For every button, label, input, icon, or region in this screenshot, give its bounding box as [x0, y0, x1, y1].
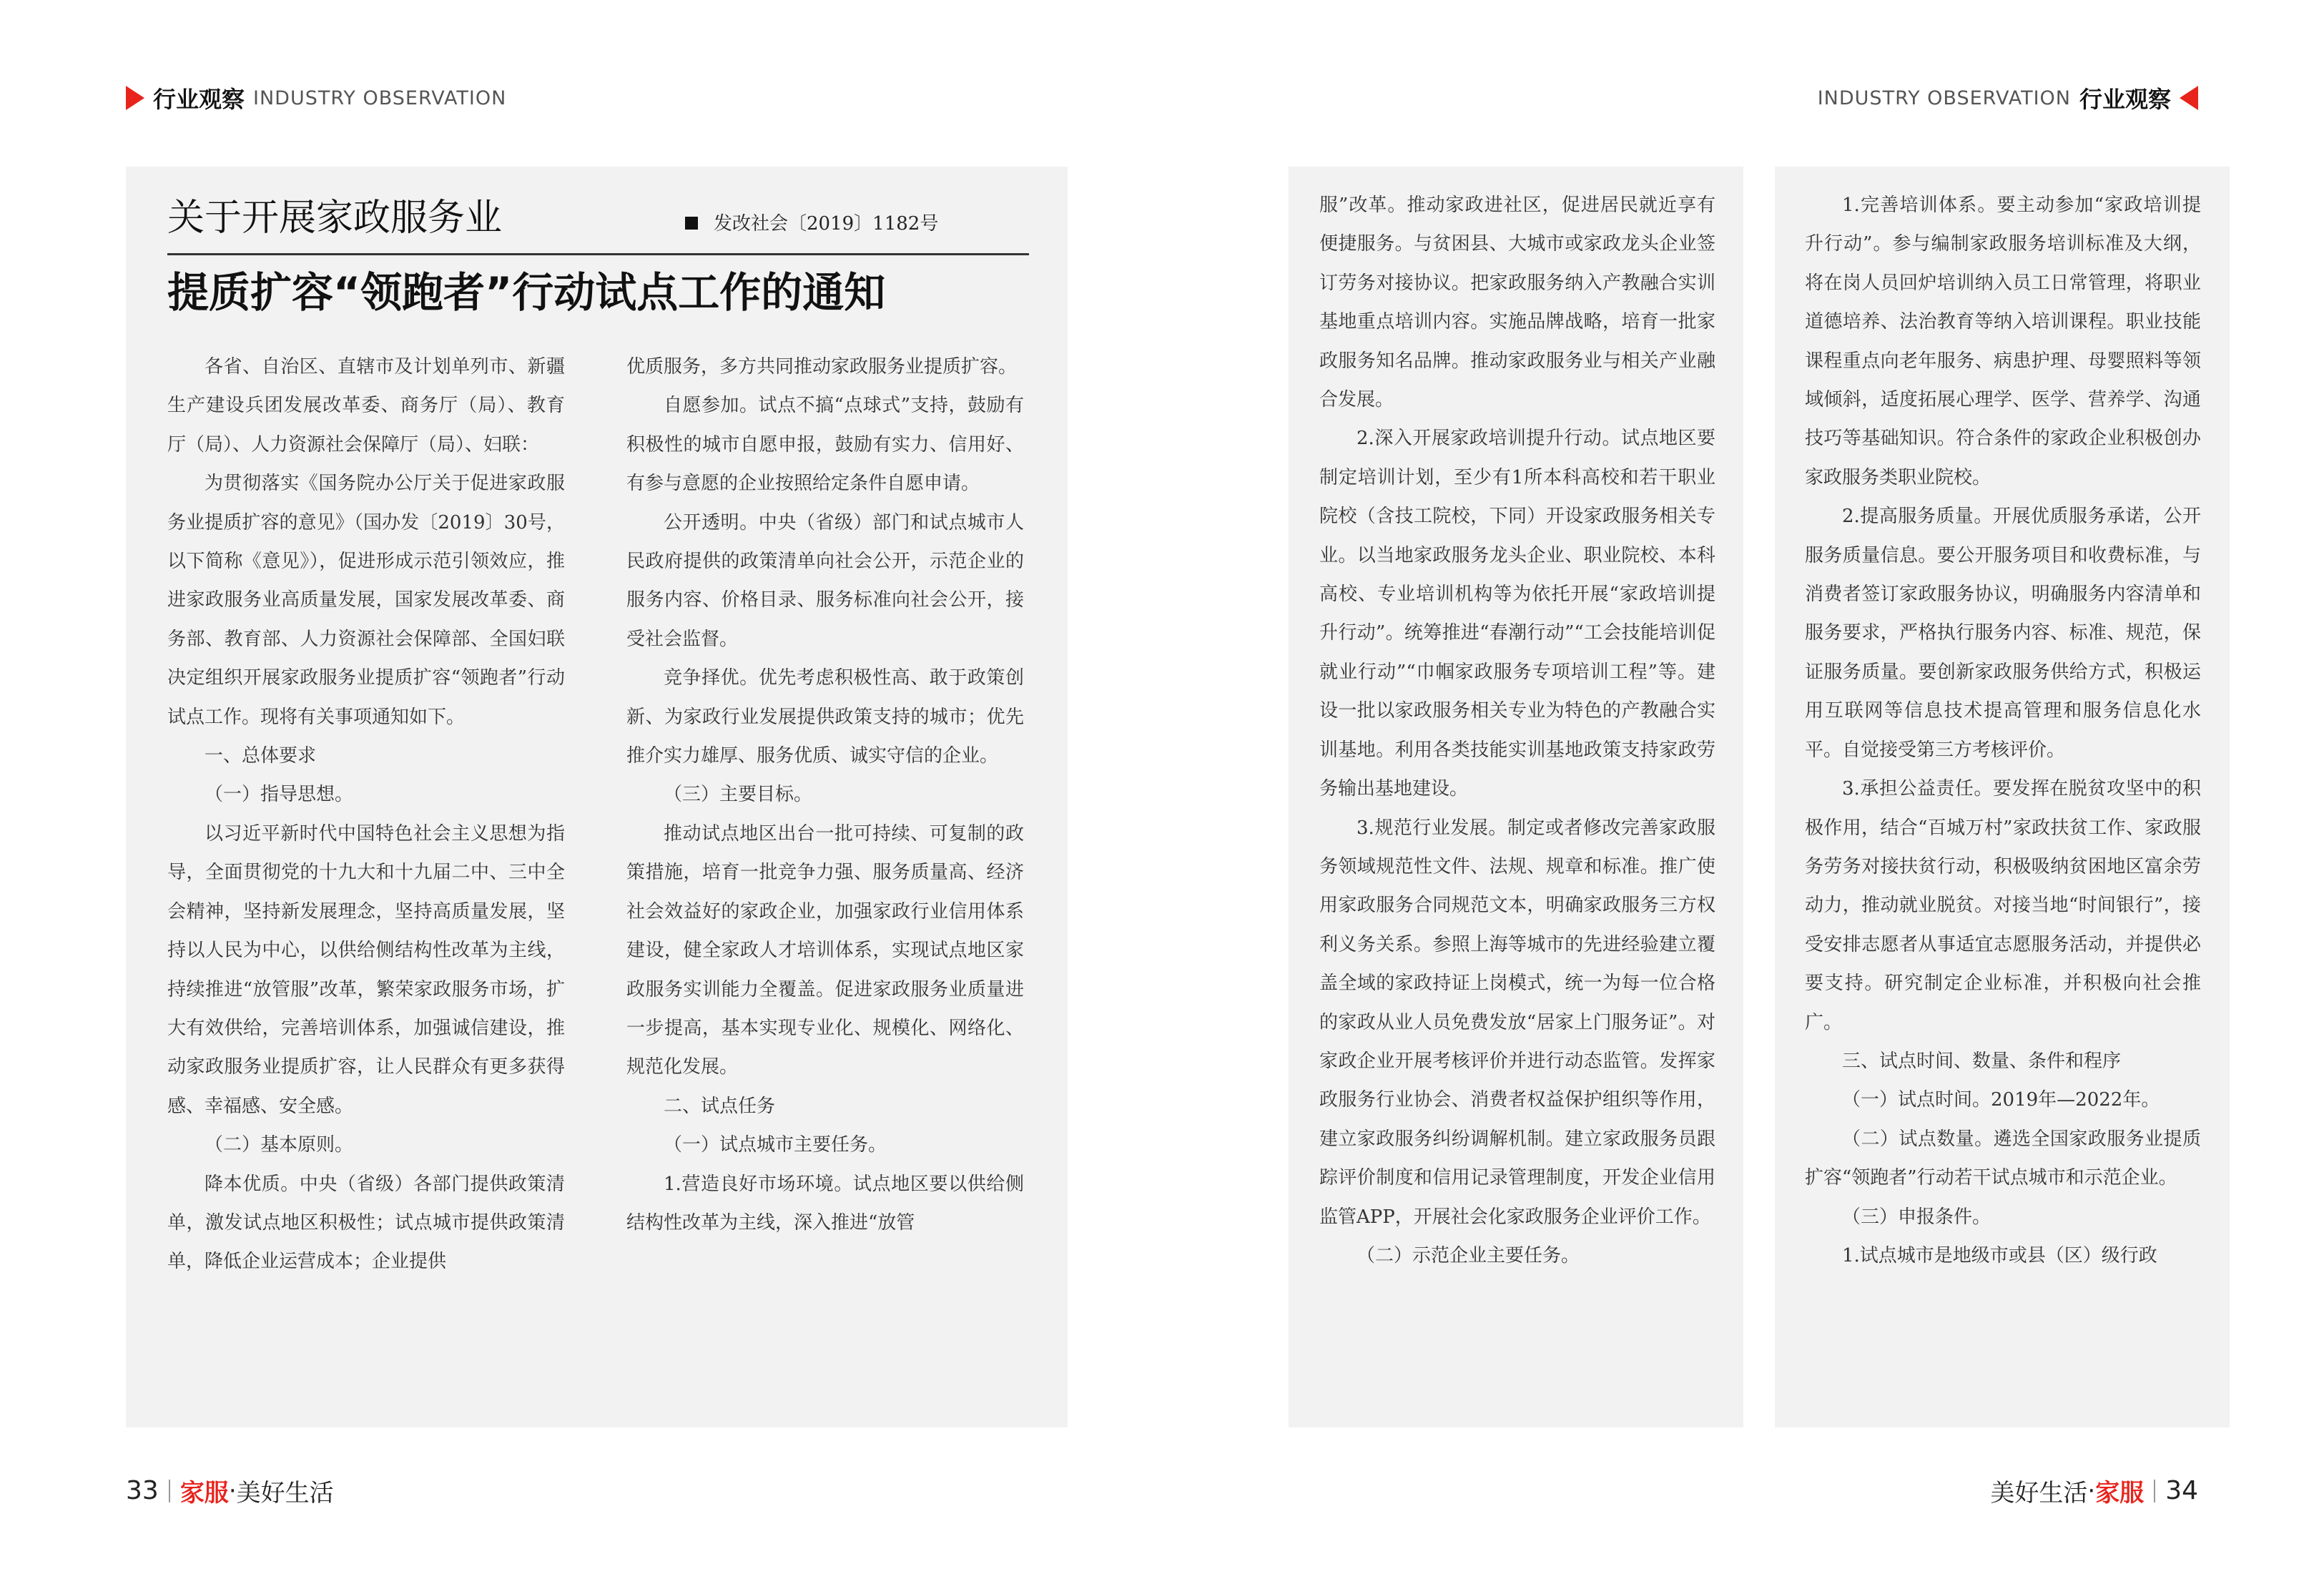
paragraph: （二）试点数量。遴选全国家政服务业提质扩容“领跑者”行动若干试点城市和示范企业。: [1805, 1128, 2201, 1189]
paragraph: （一）试点时间。2019年—2022年。: [1842, 1089, 2160, 1111]
paragraph: 1.试点城市是地级市或县（区）级行政: [1842, 1244, 2157, 1266]
text-column-4: [1805, 186, 2201, 1275]
paragraph: 二、试点任务: [664, 1095, 776, 1117]
paragraph: 为贯彻落实《国务院办公厅关于促进家政服务业提质扩容的意见》（国办发〔2019〕30号，以下简称《意见》），促进形成示范引领效应，推进家政服务业高质量发展，国家发展改革委、商务部、教育部、人力资源社会保障部、全国妇联决定组织开展家政服务业提质扩容“领跑者”行动试点工作。现将有关事项通知如下。: [167, 473, 565, 728]
paragraph: （三）申报条件。: [1842, 1206, 1991, 1228]
paragraph: 自愿参加。试点不搞“点球式”支持，鼓励有积极性的城市自愿申报，鼓励有实力、信用好、有参与意愿的企业按照给定条件自愿申请。: [626, 395, 1024, 495]
section-name: 行业观察: [153, 86, 245, 113]
document-number: 发改社会〔2019〕1182号: [685, 209, 938, 235]
footer-divider: [169, 1480, 170, 1502]
paragraph: 1.营造良好市场环境。试点地区要以供给侧结构性改革为主线，深入推进“放管: [626, 1173, 1024, 1234]
paragraph: 公开透明。中央（省级）部门和试点城市人民政府提供的政策清单向社会公开，示范企业的服务内容、价格目录、服务标准向社会公开，接受社会监督。: [626, 511, 1024, 650]
paragraph: （二）示范企业主要任务。: [1357, 1244, 1580, 1266]
paragraph: 竞争择优。优先考虑积极性高、敢于政策创新、为家政行业发展提供政策支持的城市；优先推介实力雄厚、服务优质、诚实守信的企业。: [626, 667, 1024, 767]
paragraph: 降本优质。中央（省级）各部门提供政策清单，激发试点地区积极性；试点城市提供政策清单，降低企业运营成本；企业提供: [167, 1173, 565, 1273]
paragraph: 以习近平新时代中国特色社会主义思想为指导，全面贯彻党的十九大和十九届二中、三中全会精神，坚持新发展理念，坚持高质量发展，坚持以人民为中心，以供给侧结构性改革为主线，持续推进“放管服”改革，繁荣家政服务市场，扩大有效供给，完善培训体系，加强诚信建设，推动家政服务业提质扩容，让人民群众有更多获得感、幸福感、安全感。: [167, 822, 565, 1117]
title-rule: [167, 253, 1029, 255]
triangle-right-icon: [126, 86, 144, 110]
section-name-en: INDUSTRY OBSERVATION: [1817, 87, 2071, 109]
paragraph: 各省、自治区、直辖市及计划单列市、新疆生产建设兵团发展改革委、商务厅（局）、教育厅（局）、人力资源社会保障厅（局）、妇联：: [167, 356, 565, 456]
running-header-left: [126, 80, 506, 116]
text-column-2: [626, 348, 1024, 1242]
paragraph: 一、总体要求: [205, 745, 317, 767]
paragraph: （一）指导思想。: [205, 784, 354, 806]
paragraph: 服”改革。推动家政进社区，促进居民就近享有便捷服务。与贫困县、大城市或家政龙头企业签订劳务对接协议。把家政服务纳入产教融合实训基地重点培训内容。实施品牌战略，培育一批家政服务知名品牌。推动家政服务业与相关产业融合发展。: [1319, 195, 1715, 411]
page-number: 34: [2165, 1476, 2198, 1505]
footer-left: [126, 1473, 334, 1508]
paragraph: 1.完善培训体系。要主动参加“家政培训提升行动”。参与编制家政服务培训标准及大纲，将在岗人员回炉培训纳入员工日常管理，将职业道德培养、法治教育等纳入培训课程。职业技能课程重点向老年服务、病患护理、母婴照料等领域倾斜，适度拓展心理学、医学、营养学、沟通技巧等基础知识。符合条件的家政企业积极创办家政服务类职业院校。: [1805, 195, 2201, 488]
footer-divider: [2154, 1480, 2155, 1502]
brand-name: 家服: [2095, 1479, 2145, 1507]
paragraph: 3.规范行业发展。制定或者修改完善家政服务领域规范性文件、法规、规章和标准。推广使用家政服务合同规范文本，明确家政服务三方权利义务关系。参照上海等城市的先进经验建立覆盖全域的家政持证上岗模式，统一为每一位合格的家政从业人员免费发放“居家上门服务证”。对家政企业开展考核评价并进行动态监管。发挥家政服务行业协会、消费者权益保护组织等作用，建立家政服务纠纷调解机制。建立家政服务员跟踪评价制度和信用记录管理制度，开发企业信用监管APP，开展社会化家政服务企业评价工作。: [1319, 817, 1715, 1228]
article-title-line1: 关于开展家政服务业: [167, 197, 503, 240]
footer-right: [1990, 1473, 2198, 1508]
text-column-3: [1319, 186, 1715, 1275]
square-bullet-icon: [685, 217, 698, 230]
paragraph: 优质服务，多方共同推动家政服务业提质扩容。: [626, 356, 1018, 378]
section-name: 行业观察: [2079, 86, 2171, 113]
footer-separator: ·: [2087, 1476, 2096, 1505]
paragraph: （一）试点城市主要任务。: [664, 1134, 887, 1156]
page-number: 33: [126, 1476, 159, 1505]
text-column-1: [167, 348, 565, 1282]
paragraph: 2.深入开展家政培训提升行动。试点地区要制定培训计划，至少有1所本科高校和若干职业院校（含技工院校，下同）开设家政服务相关专业。以当地家政服务龙头企业、职业院校、本科高校、专业培训机构等为依托开展“家政培训提升行动”。统筹推进“春潮行动”“工会技能培训促就业行动”“巾帼家政服务专项培训工程”等。建设一批以家政服务相关专业为特色的产教融合实训基地。利用各类技能实训基地政策支持家政劳务输出基地建设。: [1319, 428, 1715, 800]
paragraph: 3.承担公益责任。要发挥在脱贫攻坚中的积极作用，结合“百城万村”家政扶贫工作、家政服务劳务对接扶贫行动，积极吸纳贫困地区富余劳动力，推动就业脱贫。对接当地“时间银行”，接受安排志愿者从事适宜志愿服务活动，并提供必要支持。研究制定企业标准，并积极向社会推广。: [1805, 778, 2201, 1033]
paragraph: （三）主要目标。: [664, 784, 813, 806]
paragraph: 三、试点时间、数量、条件和程序: [1842, 1050, 2122, 1072]
triangle-left-icon: [2180, 86, 2198, 110]
paragraph: （二）基本原则。: [205, 1134, 354, 1156]
section-name-en: INDUSTRY OBSERVATION: [253, 87, 507, 109]
brand-name: 家服: [179, 1479, 229, 1507]
paragraph: 推动试点地区出台一批可持续、可复制的政策措施，培育一批竞争力强、服务质量高、经济社会效益好的家政企业，加强家政行业信用体系建设，健全家政人才培训体系，实现试点地区家政服务实训能力全覆盖。促进家政服务业质量进一步提高，基本实现专业化、规模化、网络化、规范化发展。: [626, 822, 1024, 1078]
running-header-right: [1818, 80, 2198, 116]
article-title-line2: 提质扩容“领跑者”行动试点工作的通知: [167, 268, 886, 317]
footer-tagline: 美好生活: [236, 1479, 334, 1507]
footer-separator: ·: [228, 1476, 237, 1505]
paragraph: 2.提高服务质量。开展优质服务承诺，公开服务质量信息。要公开服务项目和收费标准，与消费者签订家政服务协议，明确服务内容清单和服务要求，严格执行服务内容、标准、规范，保证服务质量。要创新家政服务供给方式，积极运用互联网等信息技术提高管理和服务信息化水平。自觉接受第三方考核评价。: [1805, 506, 2201, 761]
footer-tagline: 美好生活: [1990, 1479, 2088, 1507]
